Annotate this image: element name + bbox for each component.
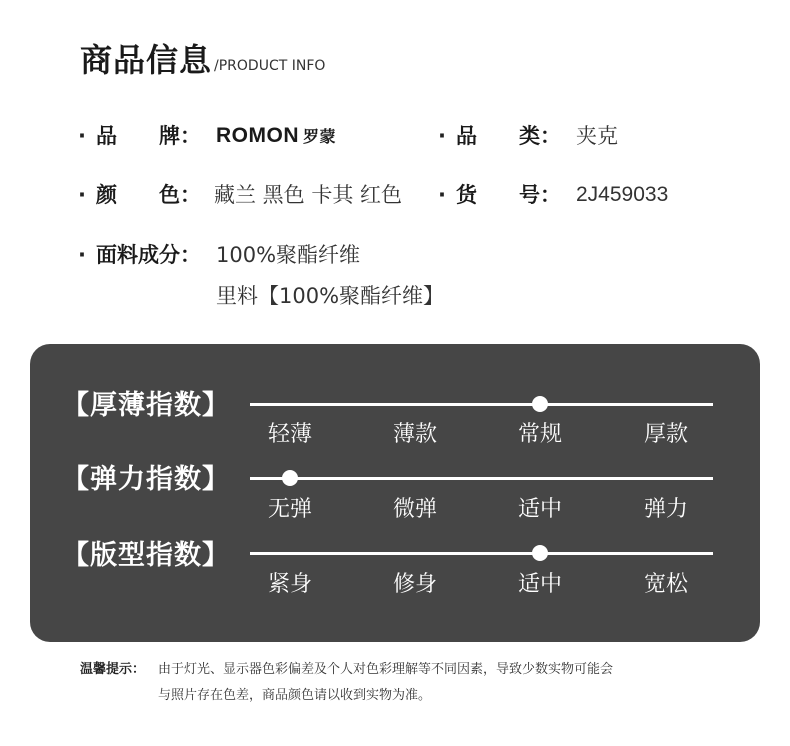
fit-label-regular: 适中: [517, 572, 562, 597]
brand-value: [216, 122, 336, 151]
category-value: 夹克: [576, 124, 618, 148]
bullet-fabric: ·: [78, 243, 86, 267]
fit-scale-marker: [532, 545, 548, 561]
lining-value: 里料【100%聚酯纤维】: [216, 284, 445, 308]
category-label: 品 类：: [456, 124, 561, 148]
elasticity-scale-track: [250, 477, 713, 480]
notice-label: 温馨提示：: [80, 662, 146, 677]
bullet-color: ·: [78, 183, 86, 207]
elasticity-index-title: 【弹力指数】: [62, 464, 230, 495]
thickness-label-thick: 厚款: [643, 422, 688, 447]
color-label: 颜 色：: [96, 183, 201, 207]
elasticity-label-stretch: 弹力: [643, 497, 688, 522]
color-value: 藏兰 黑色 卡其 红色: [214, 183, 403, 207]
elasticity-label-moderate: 适中: [517, 497, 562, 522]
elasticity-scale-marker: [282, 470, 298, 486]
fit-label-tight: 紧身: [267, 572, 312, 597]
page-title: 商品信息: [80, 41, 213, 79]
thickness-label-light: 轻薄: [267, 422, 312, 447]
brand-label: 品 牌：: [96, 124, 201, 148]
thickness-index-title: 【厚薄指数】: [62, 390, 230, 421]
elasticity-label-slight: 微弹: [392, 497, 437, 522]
sku-value: 2J459033: [576, 183, 669, 206]
fit-label-slim: 修身: [392, 572, 437, 597]
fit-scale-track: [250, 552, 713, 555]
sku-label: 货 号：: [456, 183, 561, 207]
fabric-label: 面料成分：: [96, 243, 201, 267]
bullet-sku: ·: [438, 183, 446, 207]
fit-label-loose: 宽松: [643, 572, 688, 597]
bullet-category: ·: [438, 124, 446, 148]
thickness-label-thin: 薄款: [392, 422, 437, 447]
thickness-scale-marker: [532, 396, 548, 412]
notice-line-1: 由于灯光、显示器色彩偏差及个人对色彩理解等不同因素，导致少数实物可能会: [158, 662, 614, 677]
notice-line-2: 与照片存在色差，商品颜色请以收到实物为准。: [158, 688, 432, 703]
fit-index-title: 【版型指数】: [62, 540, 230, 571]
brand-cn-text: 罗蒙: [303, 127, 337, 146]
elasticity-label-none: 无弹: [267, 497, 312, 522]
section-title: [80, 42, 325, 78]
thickness-label-regular: 常规: [517, 422, 562, 447]
brand-logo-text: ROMON: [216, 124, 299, 147]
thickness-scale-track: [250, 403, 713, 406]
bullet-brand: ·: [78, 124, 86, 148]
fabric-value: 100%聚酯纤维: [216, 243, 361, 267]
page-subtitle: /PRODUCT INFO: [214, 58, 326, 74]
